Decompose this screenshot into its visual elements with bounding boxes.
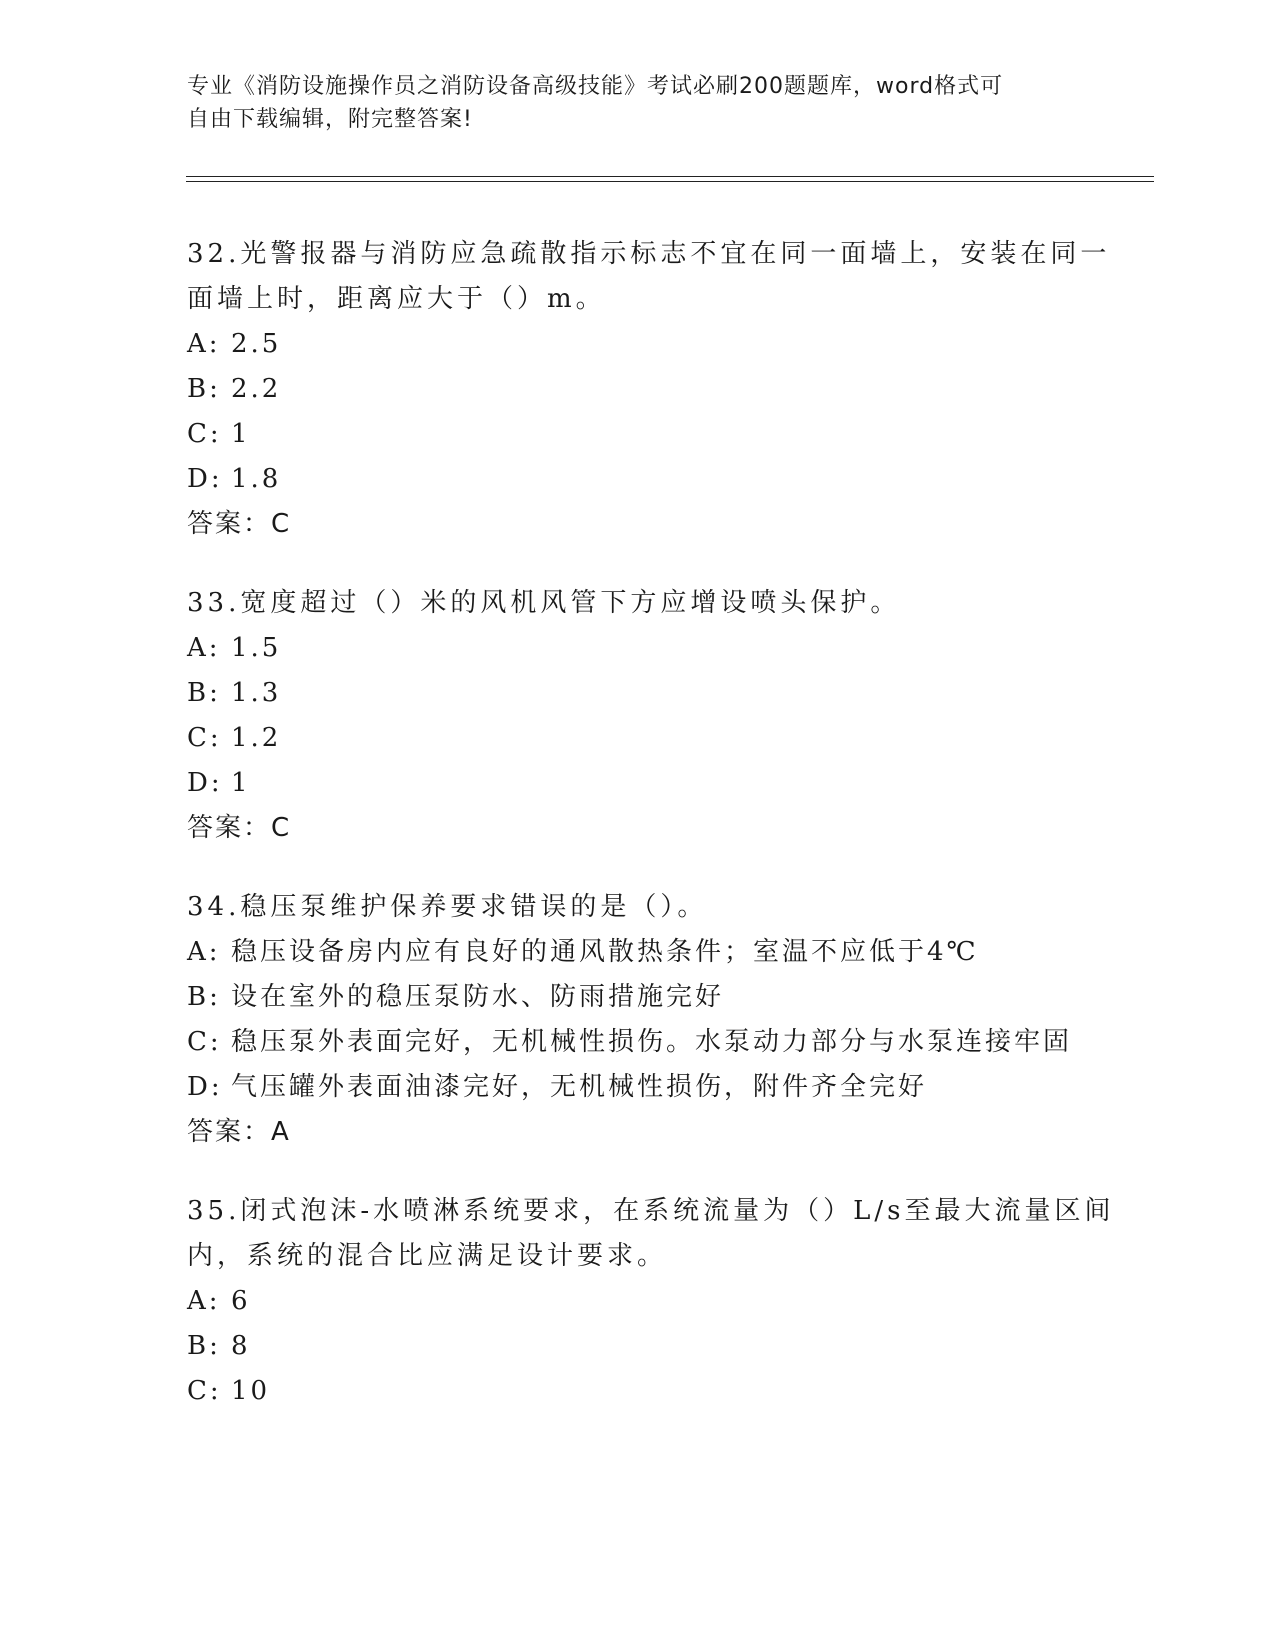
answer-line: 答案：A (187, 1117, 291, 1147)
header-line-1: 专业《消防设施操作员之消防设备高级技能》考试必刷200题题库，word格式可 (187, 74, 1004, 99)
option-b (187, 671, 1087, 716)
answer-line: 答案：C (187, 509, 292, 539)
option-text: 1.5 (231, 633, 282, 663)
question-33 (187, 581, 1087, 851)
option-letter: C: (187, 723, 222, 753)
option-d (187, 457, 1087, 502)
option-letter: D: (187, 464, 223, 494)
question-stem-line: 35.闭式泡沫-水喷淋系统要求，在系统流量为（）L/s至最大流量区间 (187, 1196, 1115, 1226)
option-letter: C: (187, 1376, 222, 1406)
question-34 (187, 885, 1087, 1155)
header-divider-top (186, 176, 1154, 177)
question-stem-line: 面墙上时，距离应大于（）m。 (187, 284, 606, 314)
option-text: 1.8 (231, 464, 282, 494)
document-header (187, 70, 1087, 136)
option-a (187, 930, 1087, 975)
option-letter: C: (187, 419, 222, 449)
option-b (187, 1324, 1087, 1369)
option-text: 2.2 (231, 374, 282, 404)
option-text: 1 (231, 419, 251, 449)
option-c (187, 412, 1087, 457)
option-b (187, 975, 1087, 1020)
answer-line: 答案：C (187, 813, 292, 843)
option-a (187, 626, 1087, 671)
option-text: 设在室外的稳压泵防水、防雨措施完好 (231, 982, 725, 1012)
option-text: 10 (231, 1376, 271, 1406)
option-c (187, 1369, 1087, 1414)
option-letter: D: (187, 768, 223, 798)
option-letter: A: (187, 329, 221, 359)
option-text: 稳压泵外表面完好，无机械性损伤。水泵动力部分与水泵连接牢固 (231, 1027, 1073, 1057)
question-stem-line: 内，系统的混合比应满足设计要求。 (187, 1241, 668, 1271)
question-stem-line: 34.稳压泵维护保养要求错误的是（）。 (187, 892, 708, 922)
option-text: 1.3 (231, 678, 282, 708)
option-text: 气压罐外表面油漆完好，无机械性损伤，附件齐全完好 (231, 1072, 928, 1102)
option-letter: A: (187, 633, 221, 663)
option-text: 8 (231, 1331, 251, 1361)
question-35 (187, 1189, 1115, 1414)
option-letter: A: (187, 937, 221, 967)
option-letter: D: (187, 1072, 223, 1102)
question-stem-line: 32.光警报器与消防应急疏散指示标志不宜在同一面墙上，安装在同一 (187, 239, 1111, 269)
option-text: 6 (231, 1286, 251, 1316)
option-b (187, 367, 1087, 412)
question-stem-line: 33.宽度超过（）米的风机风管下方应增设喷头保护。 (187, 588, 901, 618)
option-d (187, 1065, 1087, 1110)
option-c (187, 716, 1087, 761)
header-line-2: 自由下载编辑，附完整答案! (187, 107, 473, 132)
option-letter: C: (187, 1027, 222, 1057)
option-letter: B: (187, 1331, 221, 1361)
option-text: 2.5 (231, 329, 282, 359)
option-text: 1 (231, 768, 251, 798)
question-list (187, 232, 1115, 1448)
option-text: 1.2 (231, 723, 282, 753)
option-letter: A: (187, 1286, 221, 1316)
option-d (187, 761, 1087, 806)
option-a (187, 1279, 1087, 1324)
option-c (187, 1020, 1087, 1065)
option-letter: B: (187, 678, 221, 708)
header-divider-bottom (186, 181, 1154, 182)
option-letter: B: (187, 982, 221, 1012)
option-letter: B: (187, 374, 221, 404)
question-32 (187, 232, 1111, 547)
option-text: 稳压设备房内应有良好的通风散热条件；室温不应低于4℃ (231, 937, 979, 967)
option-a (187, 322, 1087, 367)
